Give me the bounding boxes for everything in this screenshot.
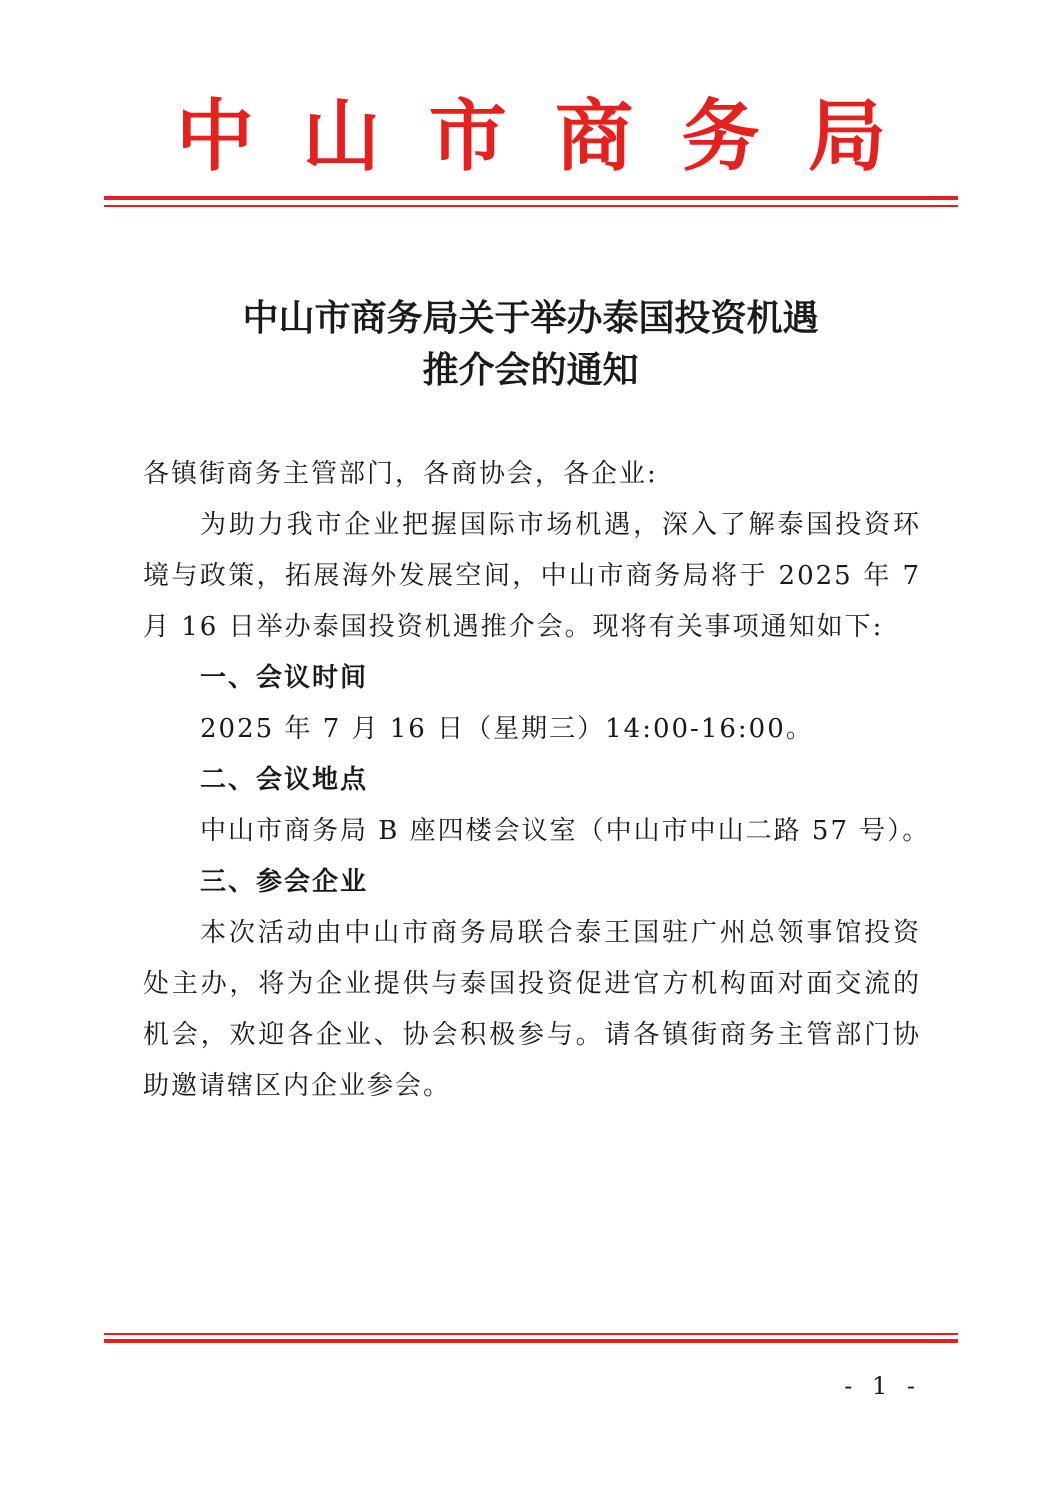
footer-rule-thin (104, 1333, 958, 1335)
masthead-char: 市 (428, 91, 507, 182)
masthead-char: 务 (681, 91, 760, 182)
document-title-line-2: 推介会的通知 (422, 349, 639, 391)
masthead-char: 局 (807, 91, 886, 182)
section-body-location: 中山市商务局 B 座四楼会议室（中山市中山二路 57 号）。 (200, 816, 931, 846)
header-rule-thin (104, 205, 958, 207)
section-heading-time: 一、会议时间 (200, 663, 369, 693)
intro-line: 月 16 日举办泰国投资机遇推介会。现将有关事项通知如下: (143, 612, 884, 642)
header-rule-thick (104, 196, 958, 200)
section-body-participants-line: 处主办，将为企业提供与泰国投资促进官方机构面对面交流的 (143, 969, 921, 999)
masthead-char: 商 (555, 91, 634, 182)
document-title-line-1: 中山市商务局关于举办泰国投资机遇 (242, 297, 819, 339)
letterhead-masthead (104, 92, 958, 182)
masthead-char: 中 (176, 91, 255, 182)
intro-line: 为助力我市企业把握国际市场机遇，深入了解泰国投资环 (200, 510, 921, 540)
section-body-time: 2025 年 7 月 16 日（星期三）14:00-16:00。 (200, 714, 814, 744)
section-heading-participants: 三、参会企业 (200, 867, 369, 897)
intro-line: 境与政策，拓展海外发展空间，中山市商务局将于 2025 年 7 (143, 561, 921, 591)
section-body-participants-line: 机会，欢迎各企业、协会积极参与。请各镇街商务主管部门协 (143, 1020, 921, 1050)
salutation: 各镇街商务主管部门，各商协会，各企业: (143, 459, 658, 489)
masthead-char: 山 (302, 91, 381, 182)
page-number: - 1 - (844, 1372, 921, 1400)
section-body-participants-line: 本次活动由中山市商务局联合泰王国驻广州总领事馆投资 (200, 918, 921, 948)
section-heading-location: 二、会议地点 (200, 765, 369, 795)
section-body-participants-line: 助邀请辖区内企业参会。 (143, 1071, 452, 1101)
footer-rule-thick (104, 1339, 958, 1343)
